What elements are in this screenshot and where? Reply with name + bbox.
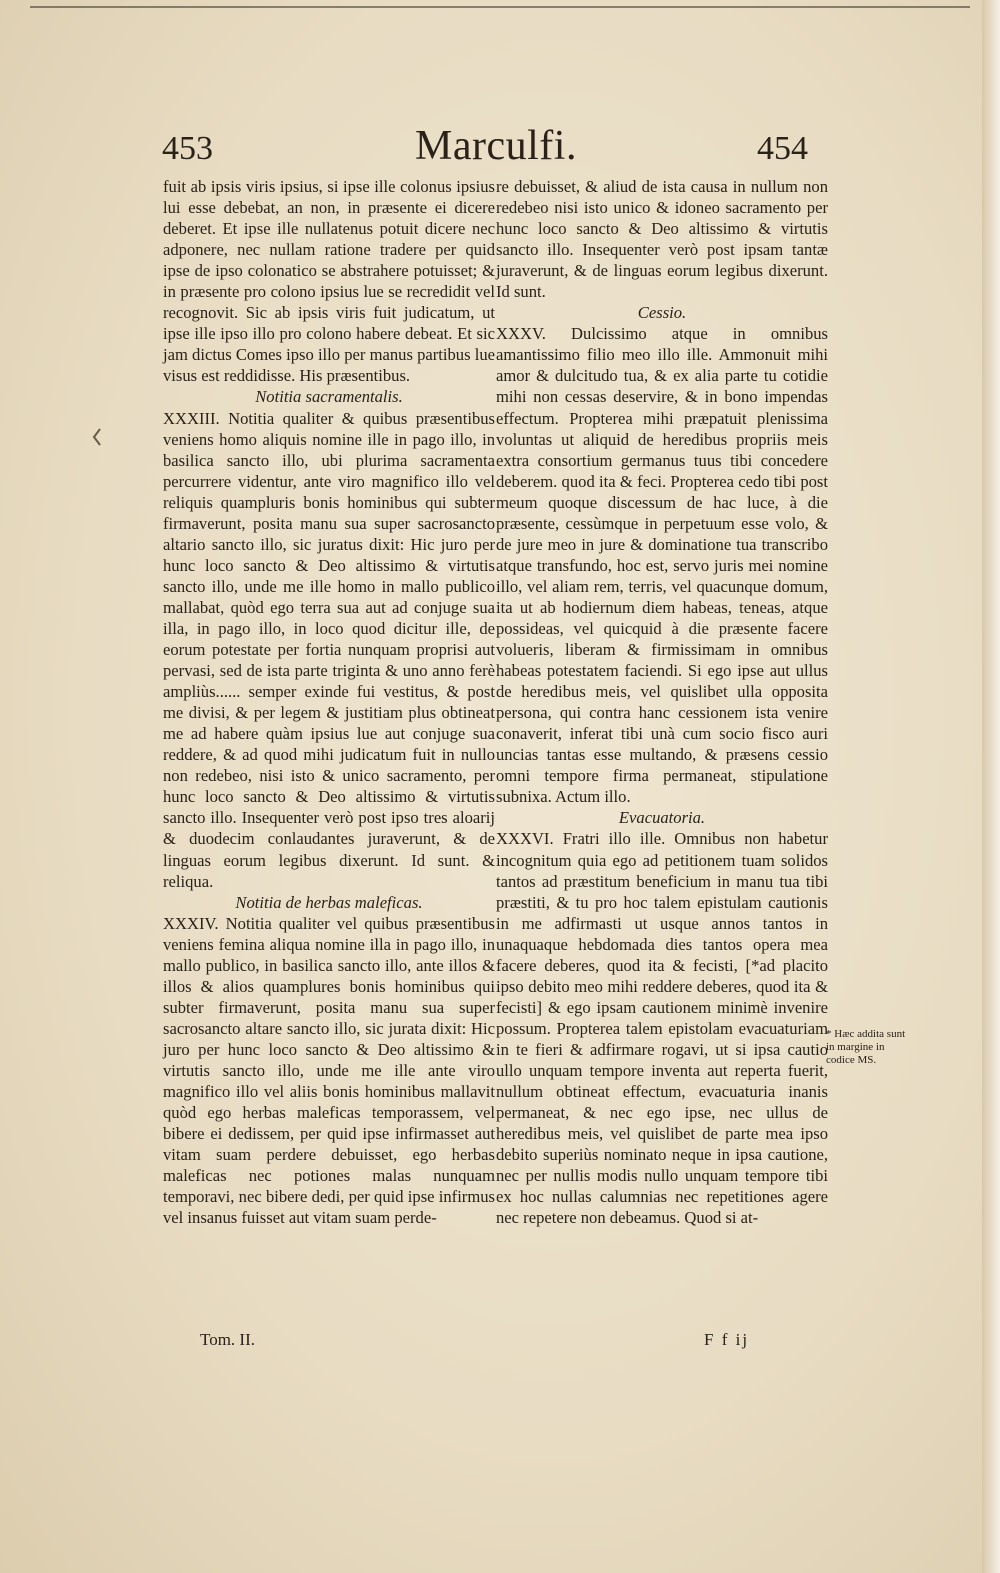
left-page-number: 453 [162, 130, 213, 167]
page-edge [982, 0, 1000, 1573]
paragraph: fuit ab ipsis viris ipsius, si ipse ille colonus ipsius lui esse debebat, an non, in præsente ei dicere deberet. Et ipse ille nullatenus potuit dicere nec adponere, nec nullam ratione tradere per quid ipse de ipso colonatico se abstrahere potuisset; & in præsente pro colono ipsius lue se recredidit vel recognovit. Sic ab ipsis viris fuit judicatum, ut ipse ille ipso illo pro colono habere debeat. Et sic jam dictus Comes ipso illo per manus partibus lue visus est reddidisse. His præsentibus. [163, 177, 495, 386]
volume-footer: Tom. II. [200, 1330, 255, 1349]
right-page-number: 454 [757, 130, 808, 167]
left-column [163, 176, 495, 1228]
paragraph: XXXIII. Notitia qualiter & quibus præsentibus veniens homo aliquis nomine ille in pago illo, in basilica sancto illo, ubi plurima sacramenta percurrere videntur, ante viro magnifico illo vel reliquis quampluris bonis hominibus qui subter firmaverunt, posita manu sua super sacrosancto altario sancto illo, sic juratus dixit: Hic juro per hunc loco sancto & Deo altissimo & virtutis sancto illo, unde me ille homo in mallo publico mallabat, quòd ego terra sua aut ad conjuge sua illa, in pago illo, in loco quod dicitur ille, de eorum potestate per fortia nunquam proprisi aut pervasi, sed de ista parte triginta & uno anno ferè ampliùs...... semper exinde fui vestitus, & post me divisi, & per legem & justitiam plus obtineat me ad habere quàm ipsius lue aut conjuge sua reddere, & ad quod mihi judicatum fuit in nullo non redebeo, nisi isto & unico sacramento, per hunc loco sancto & Deo altissimo & virtutis sancto illo. Insequenter verò post ipso tres aloarij & duodecim conlaudantes juraverunt, & de linguas eorum legibus dixerunt. Id sunt. & reliqua. [163, 408, 495, 891]
paragraph: XXXV. Dulcissimo atque in omnibus amantissimo filio meo illo ille. Ammonuit mihi amor & dulcitudo tua, & ex alia parte tu cotidie mihi non cessas deservire, & in bono impendas effectum. Propterea mihi præpatuit plenissima voluntas ut aliquid de heredibus propriis meis extra consortium germanus tuus tibi concedere deberem. quod ita & feci. Propterea cedo tibi post meum quoque discessum de hac luce, à die præsente, cessùmque in perpetuum esse volo, & de jure meo in jure & dominatione tua transcribo atque transfundo, hoc est, servo juris mei nomine illo, vel aliam rem, terris, vel quacunque domum, ita ut ab hodiernum diem habeas, teneas, atque possideas, vel quicquid à die præsente facere volueris, liberam & firmissimam in omnibus habeas potestatem faciendi. Si ego ipse aut ullus de heredibus meis, vel quislibet ulla opposita persona, qui contra hanc cessionem ista venire conaverit, inferat tibi unà cum socio fisco auri uncias tantas esse multando, & præsens cessio omni tempore firma permaneat, stipulatione subnixa. Actum illo. [496, 324, 828, 807]
margin-mark-icon [90, 428, 104, 446]
running-title: Marculfi. [415, 123, 577, 169]
margin-note: * Hæc addita sunt in margine in codice MS. [826, 1028, 906, 1066]
page-header [160, 123, 830, 180]
top-rule [30, 6, 970, 8]
right-column [496, 176, 828, 1228]
section-heading: Notitia sacramentalis. [255, 387, 403, 407]
section-heading: Notitia de herbas maleficas. [235, 892, 423, 912]
paragraph: re debuisset, & aliud de ista causa in nullum non redebeo nisi isto unico & idoneo sacramento per hunc loco sancto & Deo altissimo & virtutis sancto illo. Insequenter verò post ipsam tantæ juraverunt, & de linguas eorum legibus dixerunt. Id sunt. [496, 177, 828, 302]
paragraph: XXXVI. Fratri illo ille. Omnibus non habetur incognitum quia ego ad petitionem tuam solidos tantos ad præstitum beneficium in manu tua tibi præstiti, & tu pro hoc talem epistulam cautionis in me adfirmasti ut usque annos tantos in unaquaque hebdomada dies tantos opera mea facere deberes, quod ita & fecisti, [*ad placito ipso debito meo mihi reddere deberes, quod ita & fecisti] & ego ipsam cautionem minimè invenire possum. Propterea talem epistolam evacuaturiam in te fieri & adfirmare rogavi, ut si ipsa cautio ullo unquam tempore inventa aut reperta fuerit, nullum obtineat effectum, evacuaturia inanis permaneat, & nec ego ipse, nec ullus de heredibus meis, vel quislibet de parte mea ipso debito superiùs nominato neque in ipsa cautione, nec per nullis modis nullo unquam tempore tibi ex hoc nullas calumnias nec repetitiones agere nec repetere non debeamus. Quod si at- [496, 829, 828, 1228]
paragraph: XXXIV. Notitia qualiter vel quibus præsentibus veniens femina aliqua nomine illa in pago illo, in mallo publico, in basilica sancto illo, ante illos & illos & alios quamplures bonis hominibus qui subter firmaverunt, posita manu sua super sacrosancto altare sancto illo, sic jurata dixit: Hic juro per hunc loco sancto & Deo altissimo & virtutis sancto illo, unde me ille ante viro magnifico illo vel aliis bonis hominibus mallavit quòd ego herbas maleficas temporassem, vel bibere ei dedissem, per quid ipse infirmasset aut vitam suam perdere debuisset, ego herbas maleficas nec potiones malas nunquam temporavi, nec bibere dedi, per quid ipse infirmus vel insanus fuisset aut vitam suam perde- [163, 913, 495, 1228]
signature-mark: F f ij [704, 1330, 750, 1349]
section-heading: Cessio. [637, 303, 687, 323]
section-heading: Evacuatoria. [618, 808, 706, 828]
